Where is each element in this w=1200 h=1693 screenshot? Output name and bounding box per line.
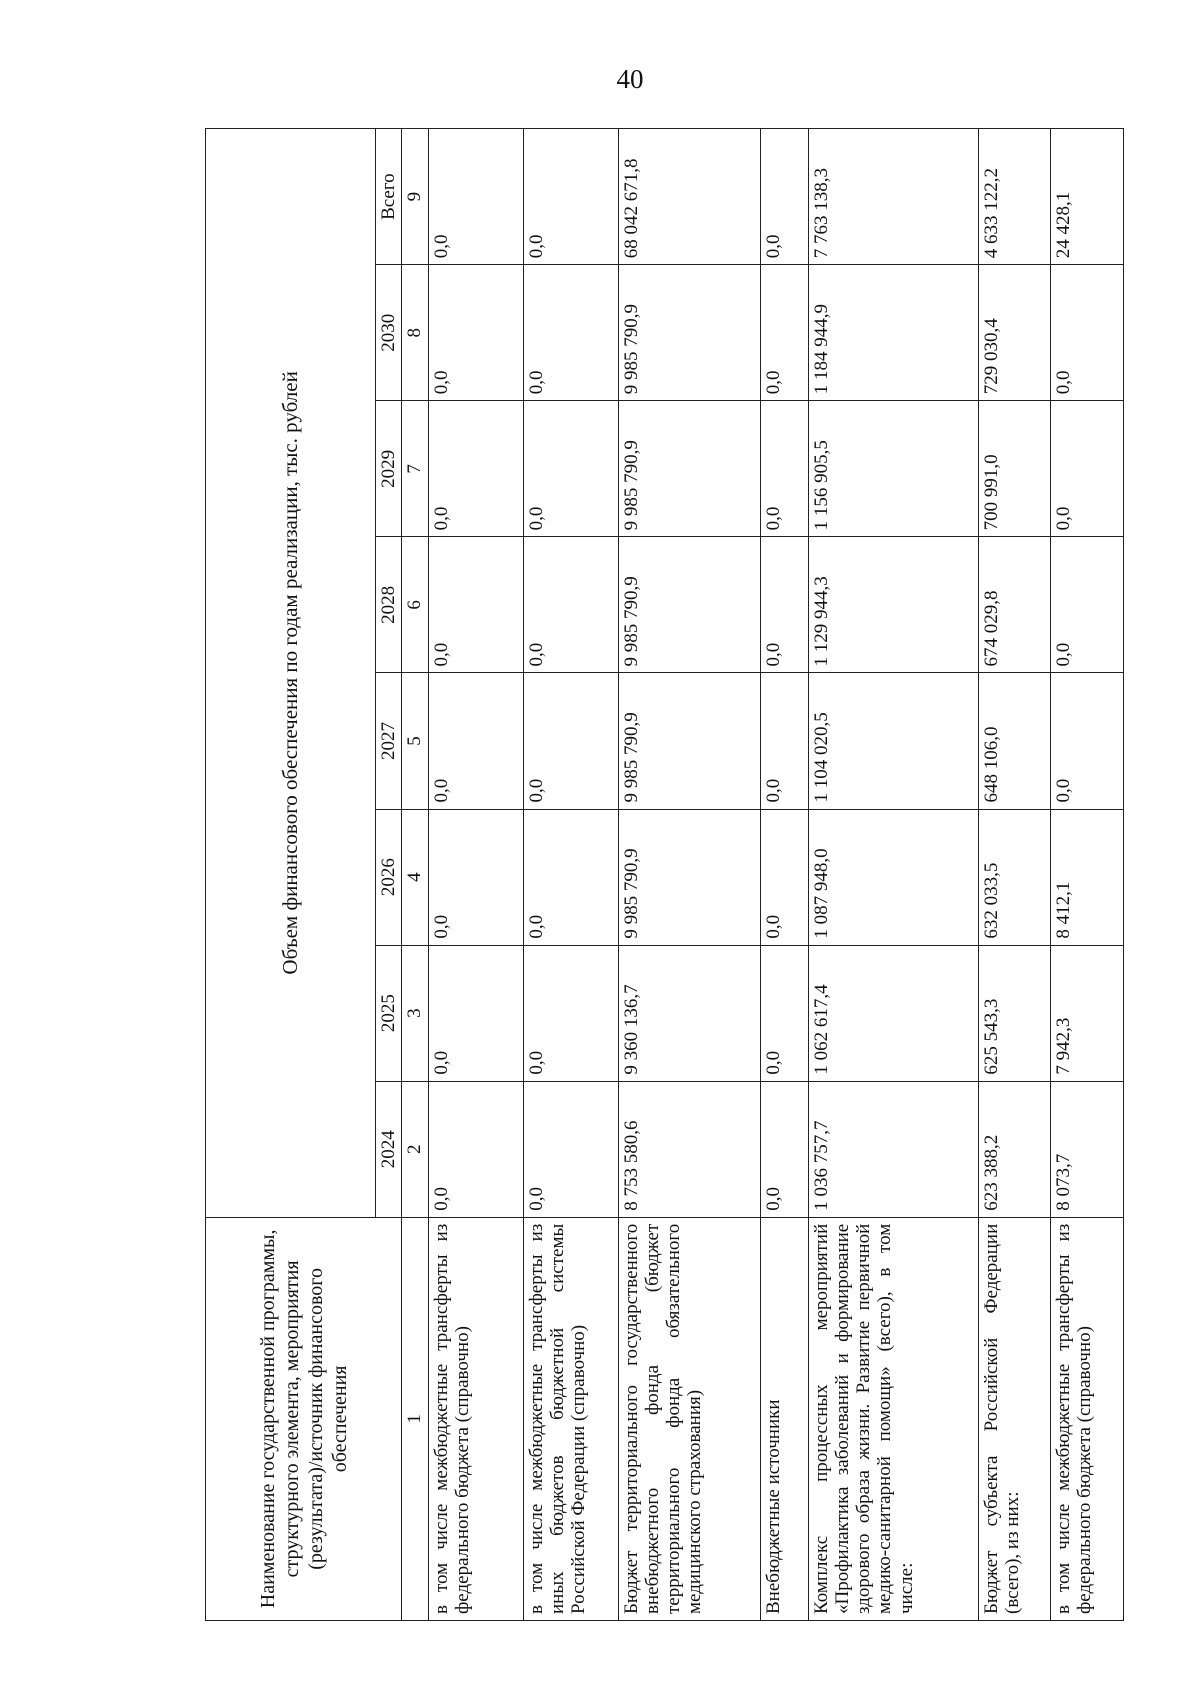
value-cell: 625 543,3 (978, 945, 1050, 1081)
value-cell: 0,0 (428, 809, 523, 945)
row-name: в том числе межбюджетные трансферты из федерального бюджета (справочно) (1050, 1217, 1123, 1620)
value-cell: 1 129 944,3 (808, 537, 978, 673)
value-cell: 0,0 (428, 401, 523, 537)
value-cell: 0,0 (1050, 265, 1123, 401)
financing-table (205, 128, 1124, 1621)
value-cell: 0,0 (760, 265, 808, 401)
value-cell: 0,0 (428, 265, 523, 401)
header-index: 7 (402, 401, 428, 537)
value-cell: 9 985 790,9 (618, 673, 760, 809)
value-cell: 9 985 790,9 (618, 809, 760, 945)
table-row (978, 129, 1050, 1621)
value-cell: 0,0 (1050, 537, 1123, 673)
row-name: Бюджет территориального государственного внебюджетного фонда (бюджет территориального фонда обязательного медицинского страхования) (618, 1217, 760, 1620)
header-year: 2028 (376, 537, 402, 673)
value-cell: 0,0 (523, 809, 618, 945)
total-cell: 0,0 (523, 129, 618, 265)
value-cell: 9 360 136,7 (618, 945, 760, 1081)
value-cell: 1 184 944,9 (808, 265, 978, 401)
table-row (428, 129, 523, 1621)
value-cell: 0,0 (428, 673, 523, 809)
rotated-table-wrapper (205, 128, 1112, 1621)
header-year: 2025 (376, 945, 402, 1081)
header-index: 1 (402, 1217, 428, 1620)
table-row (523, 129, 618, 1621)
total-cell: 4 633 122,2 (978, 129, 1050, 265)
table-row (760, 129, 808, 1621)
value-cell: 729 030,4 (978, 265, 1050, 401)
header-financing-volume: Объем финансового обеспечения по годам реализации, тыс. рублей (206, 129, 376, 1218)
value-cell: 0,0 (428, 537, 523, 673)
value-cell: 1 104 020,5 (808, 673, 978, 809)
header-name-column: Наименование государственной программы, структурного элемента, мероприятия (результата)/источник финансового обеспечения (206, 1217, 402, 1620)
header-index: 4 (402, 809, 428, 945)
value-cell: 0,0 (760, 673, 808, 809)
total-cell: 7 763 138,3 (808, 129, 978, 265)
header-index: 8 (402, 265, 428, 401)
total-cell: 0,0 (428, 129, 523, 265)
value-cell: 8 412,1 (1050, 809, 1123, 945)
value-cell: 0,0 (428, 1081, 523, 1217)
row-name: в том числе межбюджетные трансферты из федерального бюджета (справочно) (428, 1217, 523, 1620)
header-index: 9 (402, 129, 428, 265)
value-cell: 0,0 (523, 945, 618, 1081)
total-cell: 68 042 671,8 (618, 129, 760, 265)
value-cell: 0,0 (760, 945, 808, 1081)
value-cell: 9 985 790,9 (618, 537, 760, 673)
page-number: 40 (616, 64, 644, 94)
value-cell: 8 073,7 (1050, 1081, 1123, 1217)
header-index: 6 (402, 537, 428, 673)
header-year: 2029 (376, 401, 402, 537)
header-index: 5 (402, 673, 428, 809)
value-cell: 7 942,3 (1050, 945, 1123, 1081)
table-row (1050, 129, 1123, 1621)
total-cell: 0,0 (760, 129, 808, 265)
value-cell: 700 991,0 (978, 401, 1050, 537)
value-cell: 0,0 (760, 401, 808, 537)
value-cell: 0,0 (760, 537, 808, 673)
value-cell: 1 036 757,7 (808, 1081, 978, 1217)
value-cell: 0,0 (760, 1081, 808, 1217)
row-name: Бюджет субъекта Российской Федерации (всего), из них: (978, 1217, 1050, 1620)
value-cell: 623 388,2 (978, 1081, 1050, 1217)
value-cell: 0,0 (1050, 401, 1123, 537)
header-year: 2026 (376, 809, 402, 945)
header-total: Всего (376, 129, 402, 265)
value-cell: 0,0 (1050, 673, 1123, 809)
value-cell: 9 985 790,9 (618, 265, 760, 401)
value-cell: 632 033,5 (978, 809, 1050, 945)
value-cell: 9 985 790,9 (618, 401, 760, 537)
value-cell: 0,0 (523, 537, 618, 673)
value-cell: 674 029,8 (978, 537, 1050, 673)
header-index: 2 (402, 1081, 428, 1217)
value-cell: 1 156 905,5 (808, 401, 978, 537)
total-cell: 24 428,1 (1050, 129, 1123, 265)
value-cell: 0,0 (523, 1081, 618, 1217)
value-cell: 0,0 (760, 809, 808, 945)
value-cell: 8 753 580,6 (618, 1081, 760, 1217)
row-name: Комплекс процессных мероприятий «Профилактика заболеваний и формирование здорового образа жизни. Развитие первичной медико-санитарной помощи» (всего), в том числе: (808, 1217, 978, 1620)
value-cell: 0,0 (523, 673, 618, 809)
value-cell: 1 087 948,0 (808, 809, 978, 945)
header-year: 2024 (376, 1081, 402, 1217)
row-name: Внебюджетные источники (760, 1217, 808, 1620)
table-row (808, 129, 978, 1621)
value-cell: 0,0 (523, 401, 618, 537)
header-year: 2027 (376, 673, 402, 809)
value-cell: 0,0 (523, 265, 618, 401)
table-row (618, 129, 760, 1621)
row-name: в том числе межбюджетные трансферты из иных бюджетов бюджетной системы Российской Федерации (справочно) (523, 1217, 618, 1620)
header-year: 2030 (376, 265, 402, 401)
header-index: 3 (402, 945, 428, 1081)
value-cell: 648 106,0 (978, 673, 1050, 809)
value-cell: 0,0 (428, 945, 523, 1081)
value-cell: 1 062 617,4 (808, 945, 978, 1081)
